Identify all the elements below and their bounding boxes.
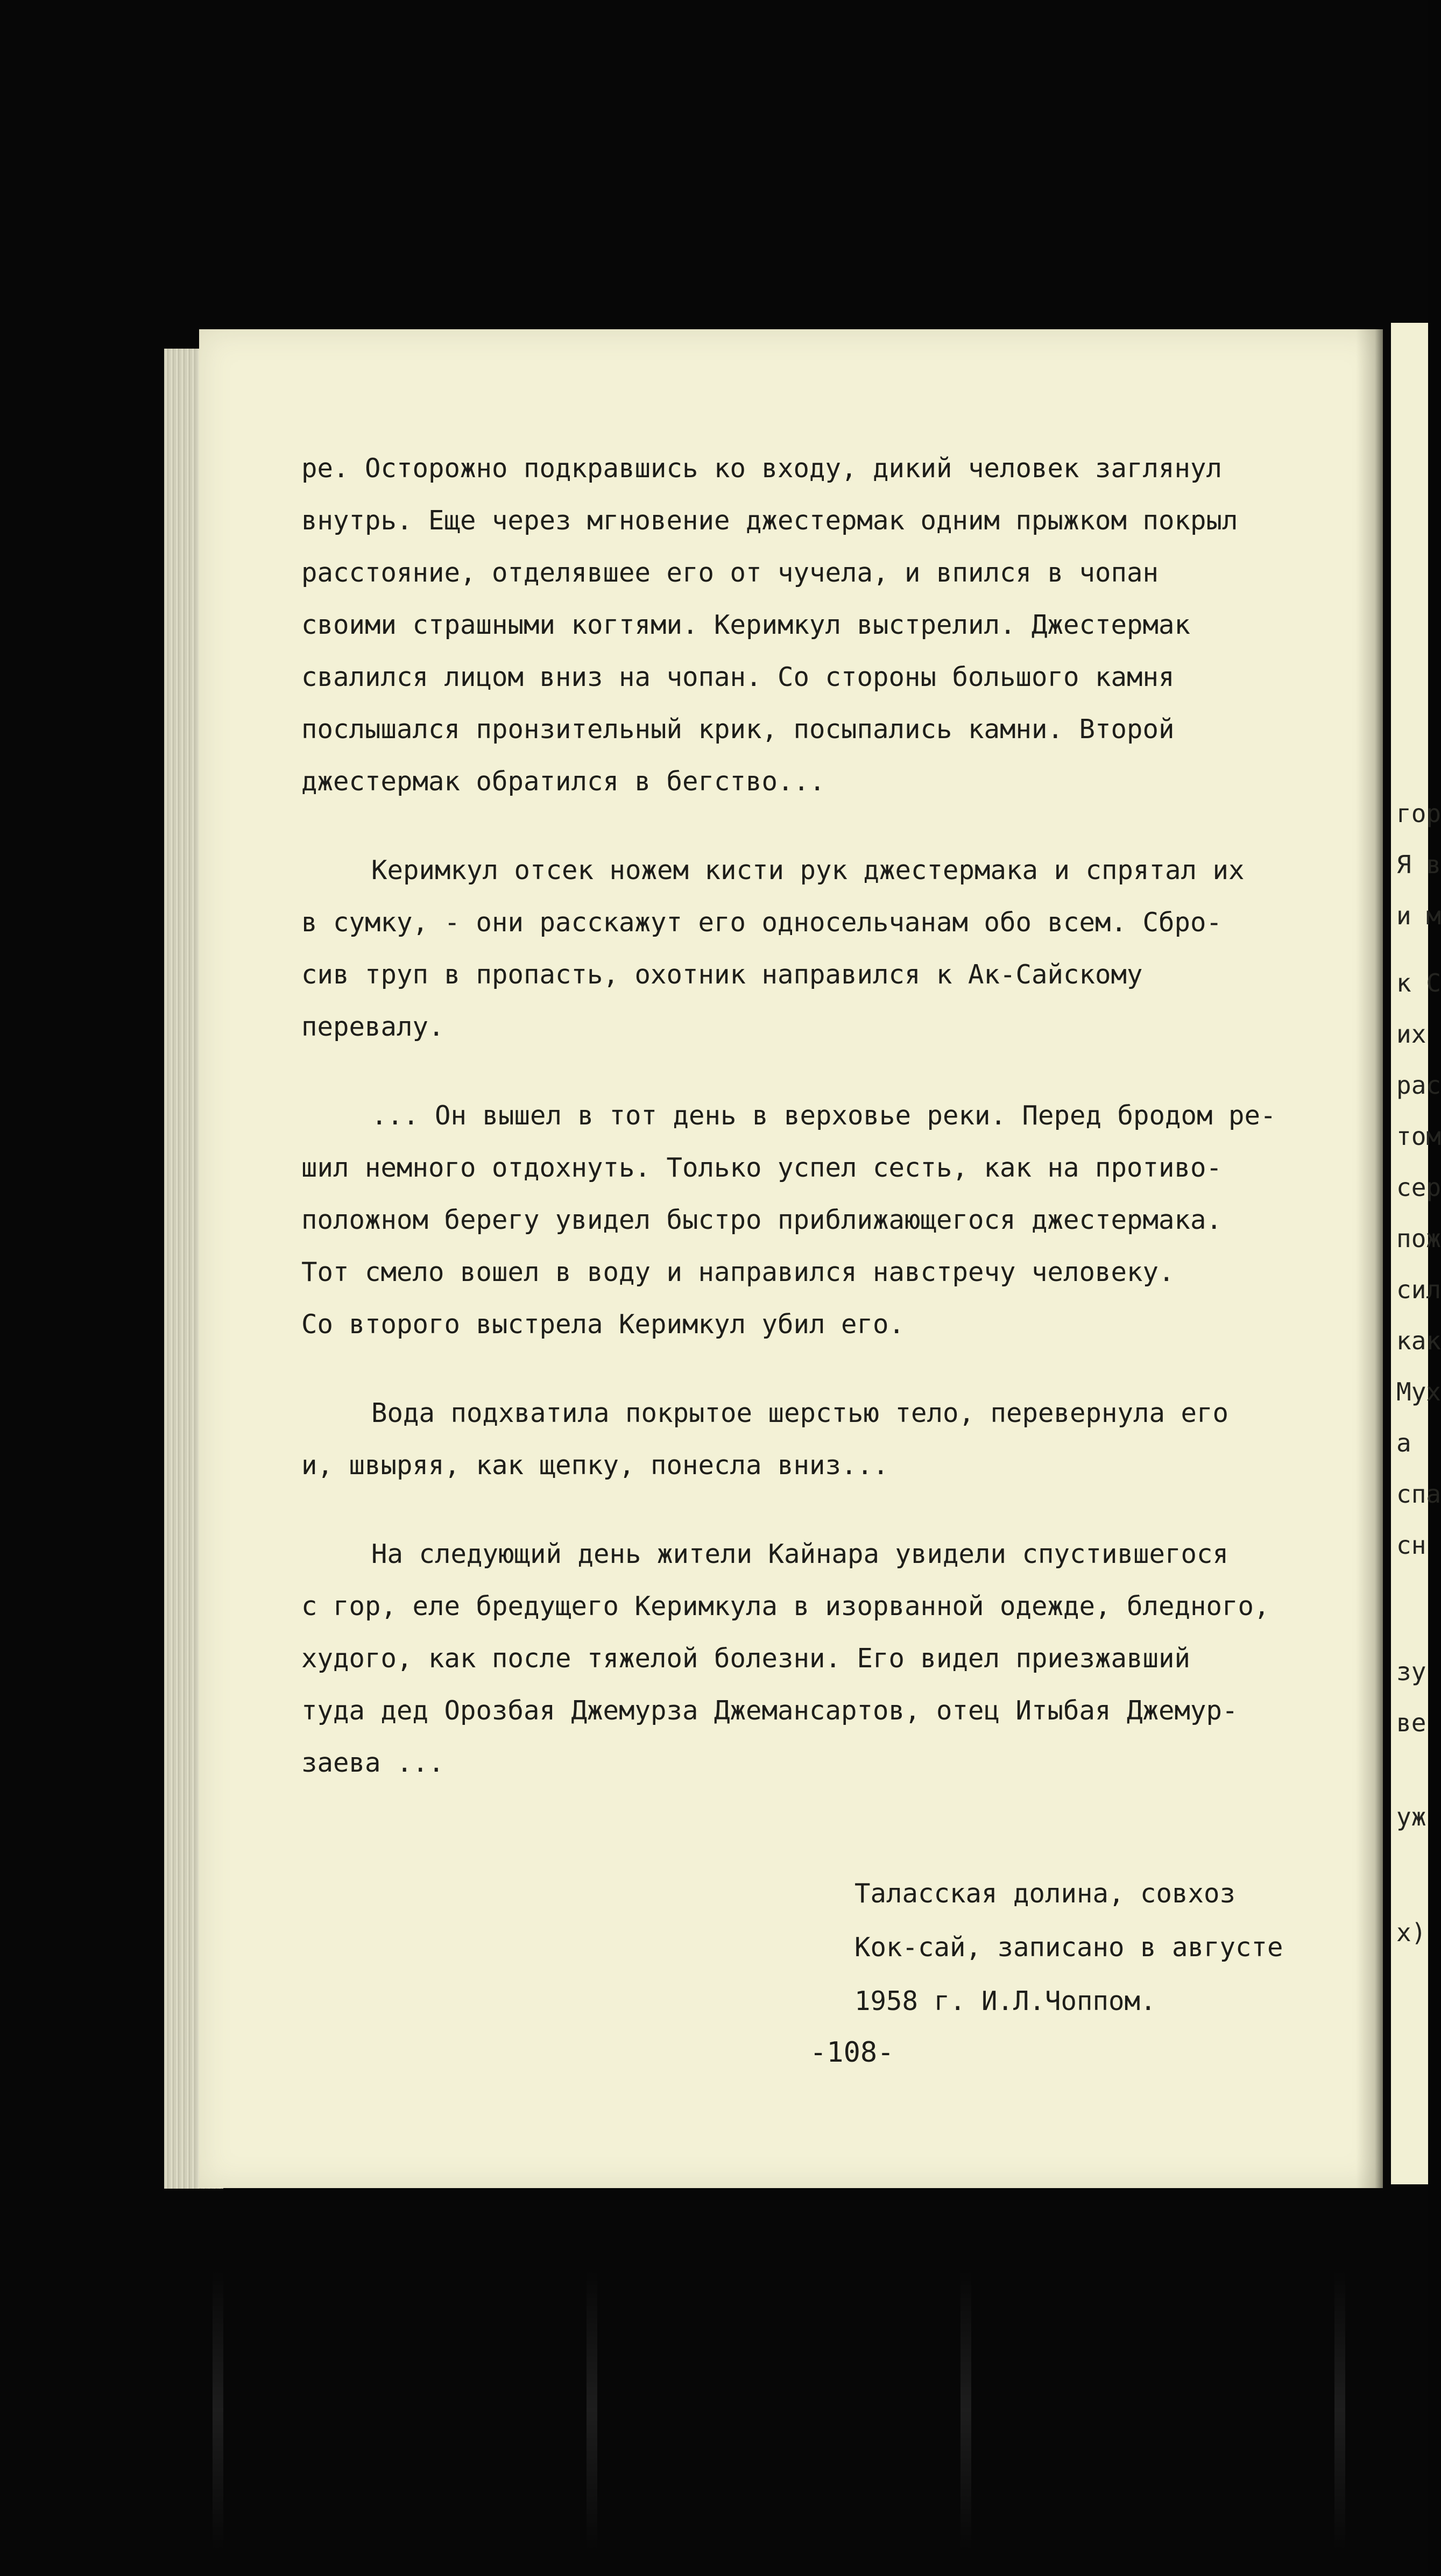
next-page-text: пож [1396, 1224, 1441, 1253]
text-line: туда дед Орозбая Джемурза Джемансартов, отец Итыбая Джемур- [301, 1695, 1238, 1726]
next-page-text: а [1396, 1428, 1411, 1457]
text-line: ре. Осторожно подкравшись ко входу, дикий человек заглянул [301, 453, 1223, 484]
text-line: сив труп в пропасть, охотник направился к Ак-Сайскому [301, 959, 1143, 990]
film-mark [587, 2270, 597, 2550]
paragraph-3 [301, 1089, 1324, 1350]
text-line: Вода подхватила покрытое шерстью тело, перевернула его [371, 1398, 1229, 1428]
attribution-line: Таласская долина, совхоз [854, 1878, 1236, 1909]
film-mark [960, 2270, 971, 2550]
next-page-text: Я в [1396, 850, 1441, 879]
next-page-fragment [1391, 323, 1441, 2184]
paragraph-4 [301, 1387, 1324, 1491]
next-page-text: ве [1396, 1708, 1426, 1737]
next-page-text: их [1396, 1020, 1426, 1049]
page-number: -108- [810, 2036, 894, 2069]
next-page-text: к С [1396, 968, 1441, 997]
attribution-line: Кок-сай, записано в августе [854, 1932, 1283, 1963]
text-line: расстояние, отделявшее его от чучела, и впился в чопан [301, 557, 1159, 588]
text-line: Керимкул отсек ножем кисти рук джестермака и спрятал их [371, 855, 1245, 886]
next-page-text: и м [1396, 901, 1441, 930]
next-page-text: спа [1396, 1480, 1441, 1509]
next-page-text: рас [1396, 1071, 1441, 1100]
film-mark [213, 2270, 223, 2550]
next-page-text: сер [1396, 1173, 1441, 1202]
text-line: шил немного отдохнуть. Только успел сесть, как на противо- [301, 1152, 1223, 1183]
film-scan-marks [0, 2249, 1428, 2576]
text-line: положном берегу увидел быстро приближающегося джестермака. [301, 1205, 1223, 1235]
page-gutter-shadow [1356, 329, 1383, 2188]
text-line: Со второго выстрела Керимкул убил его. [301, 1309, 905, 1340]
text-line: своими страшными когтями. Керимкул выстрелил. Джестермак [301, 610, 1191, 640]
next-page-text: Мух [1396, 1377, 1441, 1406]
film-mark [1334, 2270, 1345, 2550]
text-line: и, швыряя, как щепку, понесла вниз... [301, 1450, 889, 1481]
text-line: перевалу. [301, 1011, 444, 1042]
next-page-text: зу [1396, 1657, 1426, 1686]
next-page-text: сн [1396, 1531, 1426, 1560]
next-page-text: уж [1396, 1802, 1426, 1831]
text-line: Тот смело вошел в воду и направился навстречу человеку. [301, 1257, 1175, 1287]
text-line: джестермак обратился в бегство... [301, 766, 825, 797]
text-line: ... Он вышел в тот день в верховье реки. Перед бродом ре- [371, 1100, 1276, 1131]
next-page-text: сил [1396, 1275, 1441, 1304]
text-line: в сумку, - они расскажут его односельчанам обо всем. Сбро- [301, 907, 1223, 938]
text-line: с гор, еле бредущего Керимкула в изорванной одежде, бледного, [301, 1591, 1270, 1622]
source-attribution [854, 1867, 1283, 2028]
next-page-text: том [1396, 1122, 1441, 1151]
text-line: На следующий день жители Кайнара увидели спустившегося [371, 1539, 1229, 1569]
next-page-text: х) [1396, 1918, 1426, 1947]
next-page-text: гор [1396, 799, 1441, 828]
paragraph-5 [301, 1528, 1324, 1789]
next-page-text: как [1396, 1326, 1441, 1355]
paragraph-1 [301, 442, 1324, 808]
text-line: свалился лицом вниз на чопан. Со стороны большого камня [301, 662, 1175, 692]
text-line: послышался пронзительный крик, посыпались камни. Второй [301, 714, 1175, 745]
text-line: внутрь. Еще через мгновение джестермак одним прыжком покрыл [301, 505, 1238, 536]
paragraph-2 [301, 844, 1324, 1053]
text-line: худого, как после тяжелой болезни. Его видел приезжавший [301, 1643, 1191, 1674]
text-line: заева ... [301, 1747, 444, 1778]
attribution-line: 1958 г. И.Л.Чоппом. [854, 1986, 1156, 2016]
typewritten-body [301, 442, 1324, 1825]
